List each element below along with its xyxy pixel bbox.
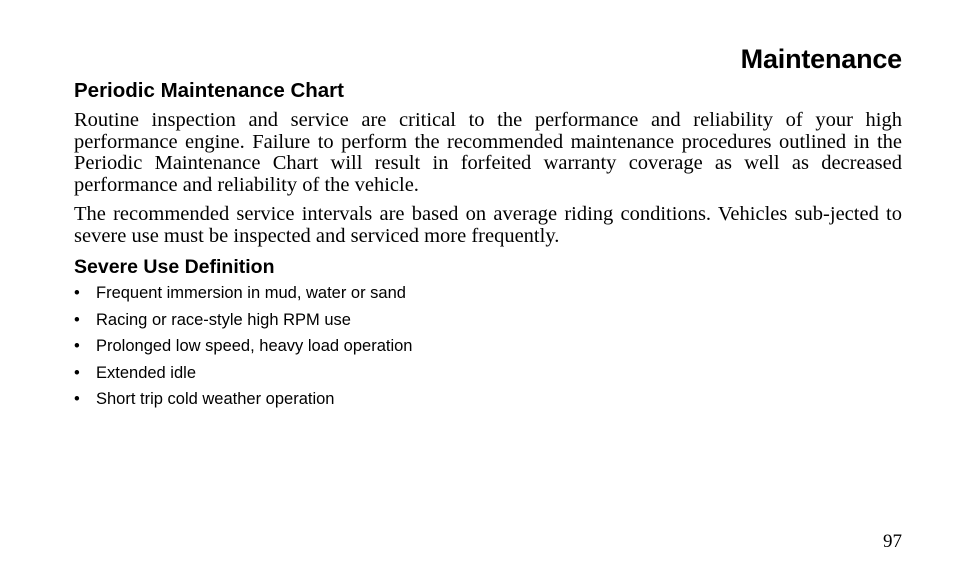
severe-use-list — [74, 283, 902, 409]
section-heading: Periodic Maintenance Chart — [74, 79, 344, 102]
bullet-icon: • — [74, 310, 80, 329]
list-item — [74, 283, 902, 303]
list-item-text: Extended idle — [96, 363, 196, 382]
bullet-icon: • — [74, 390, 80, 409]
bullet-icon: • — [74, 284, 80, 302]
list-item-text: Frequent immersion in mud, water or sand — [96, 284, 406, 302]
severe-use-heading: Severe Use Definition — [74, 256, 275, 278]
bullet-icon: • — [74, 337, 80, 356]
page-title: Maintenance — [740, 44, 902, 74]
list-item-text: Short trip cold weather operation — [96, 390, 335, 409]
bullet-icon: • — [74, 363, 80, 382]
list-item — [74, 389, 902, 409]
list-item — [74, 310, 902, 330]
page-number: 97 — [883, 531, 902, 552]
service-interval-paragraph: The recommended service intervals are based on average riding conditions. Vehicles sub-jected to severe use must be inspected and serviced more frequently. — [74, 203, 902, 247]
page-content — [74, 78, 902, 416]
list-item-text: Racing or race-style high RPM use — [96, 310, 351, 329]
list-item — [74, 363, 902, 383]
intro-paragraph: Routine inspection and service are critical to the performance and reliability of your high performance engine. Failure to perform the recommended maintenance procedures outlined in the Periodic Maintenance Chart will result in forfeited warranty coverage as well as decreased performance and reliability of the vehicle. — [74, 109, 902, 196]
list-item — [74, 336, 902, 356]
list-item-text: Prolonged low speed, heavy load operation — [96, 337, 413, 356]
